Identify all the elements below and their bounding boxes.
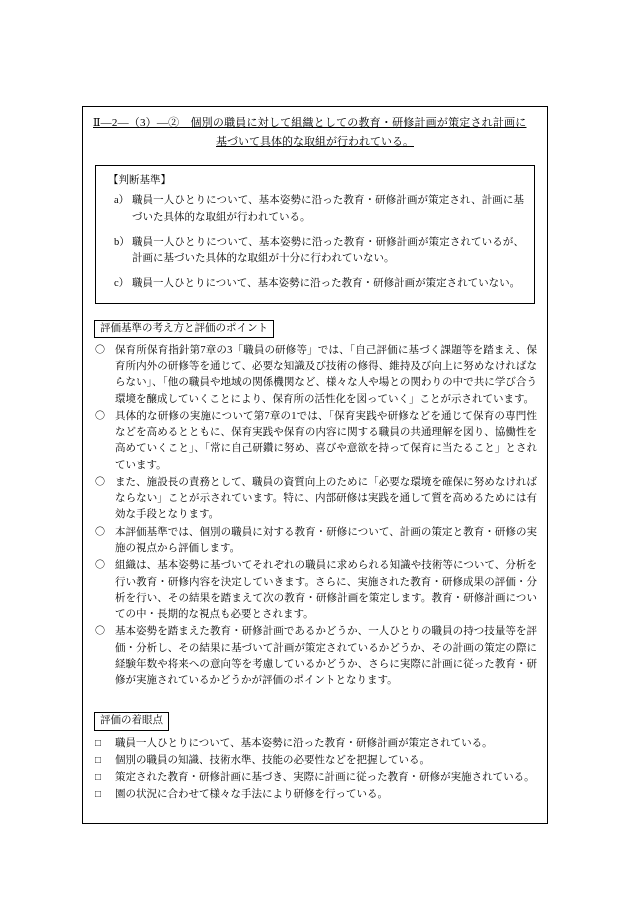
section-evaluation-points: [83, 314, 547, 695]
circle-bullet-icon: 〇: [95, 344, 105, 356]
list-item-text: 園の状況に合わせて様々な手法により研修を行っている。: [115, 789, 388, 801]
criteria-item-a: [106, 193, 524, 226]
document-title-line-1: [93, 115, 537, 132]
list-item-text: 基本姿勢を踏まえた教育・研修計画であるかどうか、一人ひとりの職員の持つ技量等を評価・分析し、その結果に基づいて計画が策定されているかどうか、その計画の策定の際に経験年数や将来への意向等を考慮しているかどうか、さらに実際に計画に従った教育・研修が実施されているかどうかが評価のポイントとなります。: [115, 626, 537, 687]
list-item: [93, 624, 537, 689]
list-item: [93, 409, 537, 474]
section-heading-viewpoints: 評価の着眼点: [94, 712, 169, 730]
list-item-text: 策定された教育・研修計画に基づき、実際に計画に従った教育・研修が実施されている。: [115, 772, 535, 784]
sheet-bottom-padding: [83, 809, 547, 823]
list-item: [93, 770, 537, 786]
circle-bullet-icon: 〇: [95, 476, 105, 488]
section-heading-evaluation-points: 評価基準の考え方と評価のポイント: [94, 320, 274, 338]
section-divider-space: [83, 694, 547, 706]
criteria-text-c: 職員一人ひとりについて、基本姿勢に沿った教育・研修計画が策定されていない。: [132, 278, 521, 290]
judgement-criteria-heading: 【判断基準】: [108, 175, 171, 187]
checkbox-icon[interactable]: □: [95, 737, 102, 749]
list-item: [93, 475, 537, 524]
page-subtitle: 基づいて具体的な取組が行われている。: [216, 136, 414, 149]
list-item: [93, 753, 537, 769]
list-item-text: 組織は、基本姿勢に基づいてそれぞれの職員に求められる知識や技術等について、分析を行い教育・研修内容を決定していきます。さらに、実施された教育・研修成果の評価・分析を行い、その結果を踏まえて次の教育・研修計画を策定します。教育・研修計画についての中・長期的な視点も必要とされます。: [115, 560, 537, 621]
criteria-label-b: b）: [114, 236, 130, 248]
judgement-criteria-box: [95, 165, 535, 304]
circle-bullet-icon: 〇: [95, 560, 105, 572]
list-item-text: 職員一人ひとりについて、基本姿勢に沿った教育・研修計画が策定されている。: [115, 737, 493, 749]
page-title: Ⅱ―2―（3）―② 個別の職員に対して組織としての教育・研修計画が策定され計画に: [93, 117, 527, 129]
criteria-label-a: a）: [114, 195, 130, 207]
checkbox-icon[interactable]: □: [95, 789, 102, 801]
checkbox-icon[interactable]: □: [95, 772, 102, 784]
evaluation-criteria-sheet: [82, 106, 548, 824]
list-item: [93, 558, 537, 623]
circle-bullet-icon: 〇: [95, 626, 105, 638]
criteria-item-b: [106, 235, 524, 268]
checkbox-icon[interactable]: □: [95, 754, 102, 766]
list-item: [93, 787, 537, 803]
criteria-text-b: 職員一人ひとりについて、基本姿勢に沿った教育・研修計画が策定されているが、計画に基づいた具体的な取組が十分に行われていない。: [132, 236, 524, 265]
criteria-label-c: c）: [114, 278, 130, 290]
list-item-text: 具体的な研修の実施について第7章の1では、「保育実践や研修などを通じて保育の専門性などを高めるとともに、保育実践や保育の内容に関する職員の共通理解を図り、協働性を高めていくこと」、「常に自己研鑽に努め、喜びや意欲を持って保育に当たること」とされています。: [115, 410, 537, 471]
list-item-text: また、施設長の責務として、職員の資質向上のために「必要な環境を確保に努めなければならない」ことが示されています。特に、内部研修は実践を通して質を高めるためには有効な手段となります。: [115, 476, 537, 521]
list-item-text: 個別の職員の知識、技術水準、技能の必要性などを把握している。: [115, 754, 430, 766]
list-item: [93, 343, 537, 408]
list-item-text: 本評価基準では、個別の職員に対する教育・研修について、計画の策定と教育・研修の実施の視点から評価します。: [115, 526, 537, 554]
document-title-line-2: [93, 134, 537, 151]
criteria-item-c: [106, 276, 524, 292]
criteria-text-a: 職員一人ひとりについて、基本姿勢に沿った教育・研修計画が策定され、計画に基づいた具体的な取組が行われている。: [132, 195, 524, 223]
list-item: [93, 736, 537, 752]
list-item: [93, 525, 537, 558]
circle-bullet-icon: 〇: [95, 410, 105, 422]
circle-bullet-icon: 〇: [95, 526, 105, 538]
section-viewpoints: [83, 706, 547, 808]
list-item-text: 保育所保育指針第7章の3「職員の研修等」では、「自己評価に基づく課題等を踏まえ、保育所内外の研修等を通じて、必要な知識及び技術の修得、維持及び向上に努めなければならない」、「他の職員や地域の関係機関など、様々な人や場との関わりの中で共に学び合う環境を醸成していくことにより、保育所の活性化を図っていく」ことが示されています。: [115, 344, 537, 405]
title-block: [83, 107, 547, 161]
